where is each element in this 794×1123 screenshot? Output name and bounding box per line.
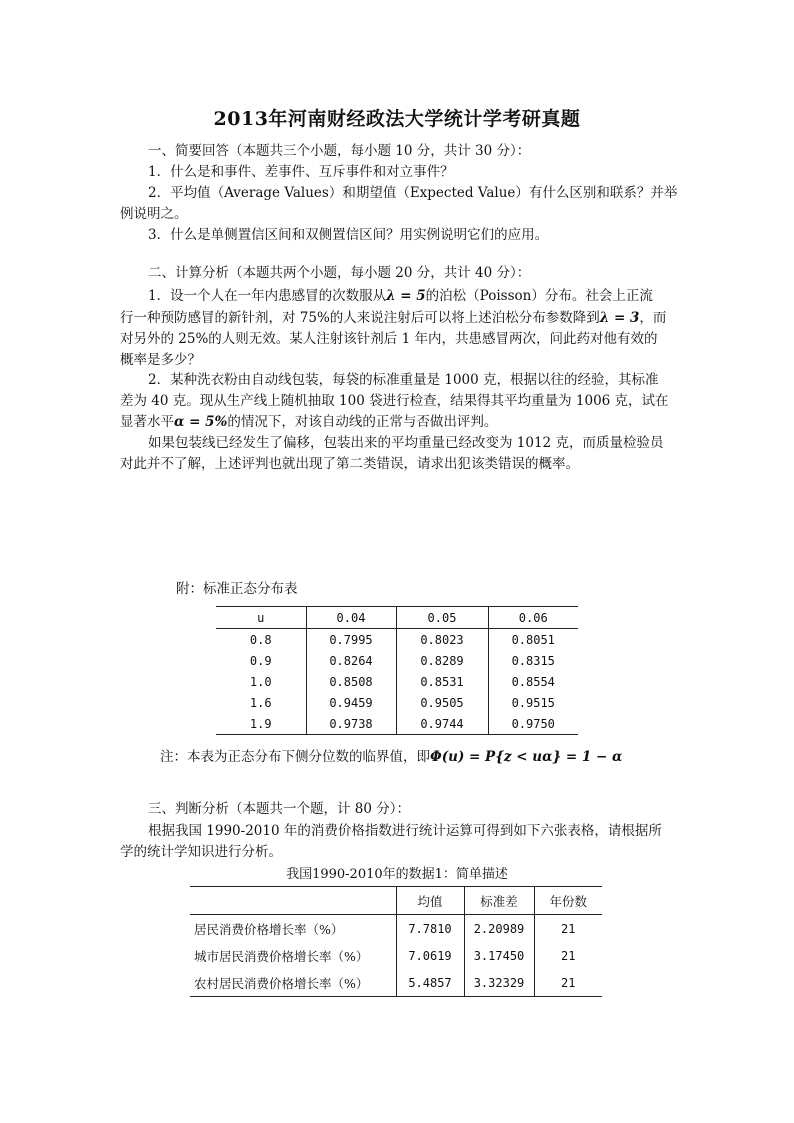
table-row: [216, 671, 578, 692]
table-header-row: [216, 607, 578, 629]
table-cell: 0.7995: [306, 629, 396, 651]
section3-intro-line2: 学的统计学知识进行分析。: [120, 844, 282, 860]
table-header-row: [190, 887, 602, 915]
section2-question-2-line4: 如果包装线已经发生了偏移，包装出来的平均重量已经改变为 1012 克，而质量检验员: [148, 435, 664, 451]
section2-question-2-line5: 对此并不了解，上述评判也就出现了第二类错误，请求出犯该类错误的概率。: [120, 456, 579, 472]
section2-question-1-line4: 概率是多少？: [120, 352, 201, 368]
table-cell: 7.7810: [396, 915, 464, 943]
table-cell: 0.9459: [306, 692, 396, 713]
section1-question-2-line2: 例说明之。: [120, 206, 188, 222]
table-cell: 0.8051: [511, 632, 555, 647]
table-note: [160, 745, 622, 765]
text-span: 行一种预防感冒的新针剂，对 75%的人来说注射后可以将上述泊松分布参数降到: [120, 310, 600, 326]
lambda-formula: λ = 5: [386, 288, 426, 304]
table-cell: 0.9505: [396, 692, 488, 713]
note-text: 注：本表为正态分布下侧分位数的临界值，即: [160, 749, 430, 765]
column-header: 标准差: [464, 887, 534, 915]
column-header: 0.04: [306, 607, 396, 629]
table-cell: 2.20989: [464, 915, 534, 943]
normal-distribution-table: [216, 606, 578, 735]
text-span: 显著水平: [120, 414, 174, 430]
table-row: [216, 629, 578, 651]
row-label: 城市居民消费价格增长率（%）: [190, 942, 396, 969]
normal-table-caption: 附：标准正态分布表: [176, 581, 298, 597]
table-cell: 1.9: [216, 713, 306, 735]
text-span: 的情况下，对该自动线的正常与否做出评判。: [227, 414, 498, 430]
section3-heading: 三、判断分析（本题共一个题，计 80 分）：: [148, 801, 411, 817]
section1-question-3: 3．什么是单侧置信区间和双侧置信区间？用实例说明它们的应用。: [148, 227, 549, 243]
column-header: 0.05: [396, 607, 488, 629]
table-row: [190, 915, 602, 943]
desc-table-caption: 我国1990-2010年的数据1：简单描述: [286, 867, 508, 882]
section1-question-2-line1: 2．平均值（Average Values）和期望值（Expected Value）有什么区别和联系？并举: [148, 185, 678, 201]
row-label: 居民消费价格增长率（%）: [190, 915, 396, 943]
alpha-formula: α = 5%: [174, 414, 228, 430]
table-cell: 0.9738: [306, 713, 396, 735]
section2-question-1-line2: [120, 307, 680, 329]
table-row: [216, 713, 578, 735]
section2-question-2-line3: [120, 411, 680, 433]
table-cell: 5.4857: [396, 969, 464, 997]
table-cell: 0.8315: [511, 653, 555, 668]
table-cell: 0.8508: [306, 671, 396, 692]
table-cell: 0.9515: [511, 695, 555, 710]
table-cell: 0.8289: [396, 650, 488, 671]
column-header: 0.06: [518, 610, 548, 625]
section2-heading: 二、计算分析（本题共两个小题，每小题 20 分，共计 40 分）：: [148, 265, 531, 281]
table-row: [216, 650, 578, 671]
table-cell: 0.8023: [396, 629, 488, 651]
lambda-formula: λ = 3: [599, 310, 640, 326]
table-cell: 0.8554: [511, 674, 555, 689]
column-header: [190, 887, 396, 915]
page-title: 2013年河南财经政法大学统计学考研真题: [213, 108, 581, 130]
table-cell: 0.9: [216, 650, 306, 671]
descriptive-stats-table: [190, 886, 602, 997]
section3-intro-line1: 根据我国 1990-2010 年的消费价格指数进行统计运算可得到如下六张表格，请根据所: [148, 823, 662, 839]
section2-question-2-line2: 差为 40 克。现从生产线上随机抽取 100 袋进行检查，结果得其平均重量为 1006 克，试在: [120, 393, 669, 409]
section2-question-1-line1: [148, 285, 680, 307]
section2-question-1-line3: 对另外的 25%的人则无效。某人注射该针剂后 1 年内，共患感冒两次，问此药对他有效的: [120, 331, 658, 347]
table-cell: 7.0619: [396, 942, 464, 969]
table-cell: 0.9750: [511, 716, 555, 731]
column-header: u: [216, 607, 306, 629]
section1-question-1: 1．什么是和事件、差事件、互斥事件和对立事件？: [148, 164, 454, 180]
table-cell: 0.8531: [396, 671, 488, 692]
table-cell: 1.6: [216, 692, 306, 713]
table-row: [216, 692, 578, 713]
section2-question-2-line1: 2．某种洗衣粉由自动线包装，每袋的标准重量是 1000 克，根据以往的经验，其标准: [148, 372, 659, 388]
table-row: [190, 969, 602, 997]
table-cell: 1.0: [216, 671, 306, 692]
table-cell: 21: [561, 921, 576, 936]
column-header: 均值: [396, 887, 464, 915]
text-span: 1．设一个人在一年内患感冒的次数服从: [148, 288, 387, 304]
phi-formula: Φ(u) = P{z < uα} = 1 − α: [430, 749, 623, 765]
table-cell: 0.9744: [396, 713, 488, 735]
section1-heading: 一、简要回答（本题共三个小题，每小题 10 分，共计 30 分）：: [148, 143, 531, 159]
text-span: ，而: [639, 310, 667, 326]
table-cell: 0.8: [216, 629, 306, 651]
column-header: 年份数: [549, 893, 587, 909]
table-cell: 21: [561, 948, 576, 963]
table-cell: 0.8264: [306, 650, 396, 671]
row-label: 农村居民消费价格增长率（%）: [190, 969, 396, 997]
table-cell: 3.32329: [464, 969, 534, 997]
table-cell: 3.17450: [464, 942, 534, 969]
text-span: 的泊松（Poisson）分布。社会上正流: [425, 288, 653, 304]
table-row: [190, 942, 602, 969]
table-cell: 21: [561, 975, 576, 990]
